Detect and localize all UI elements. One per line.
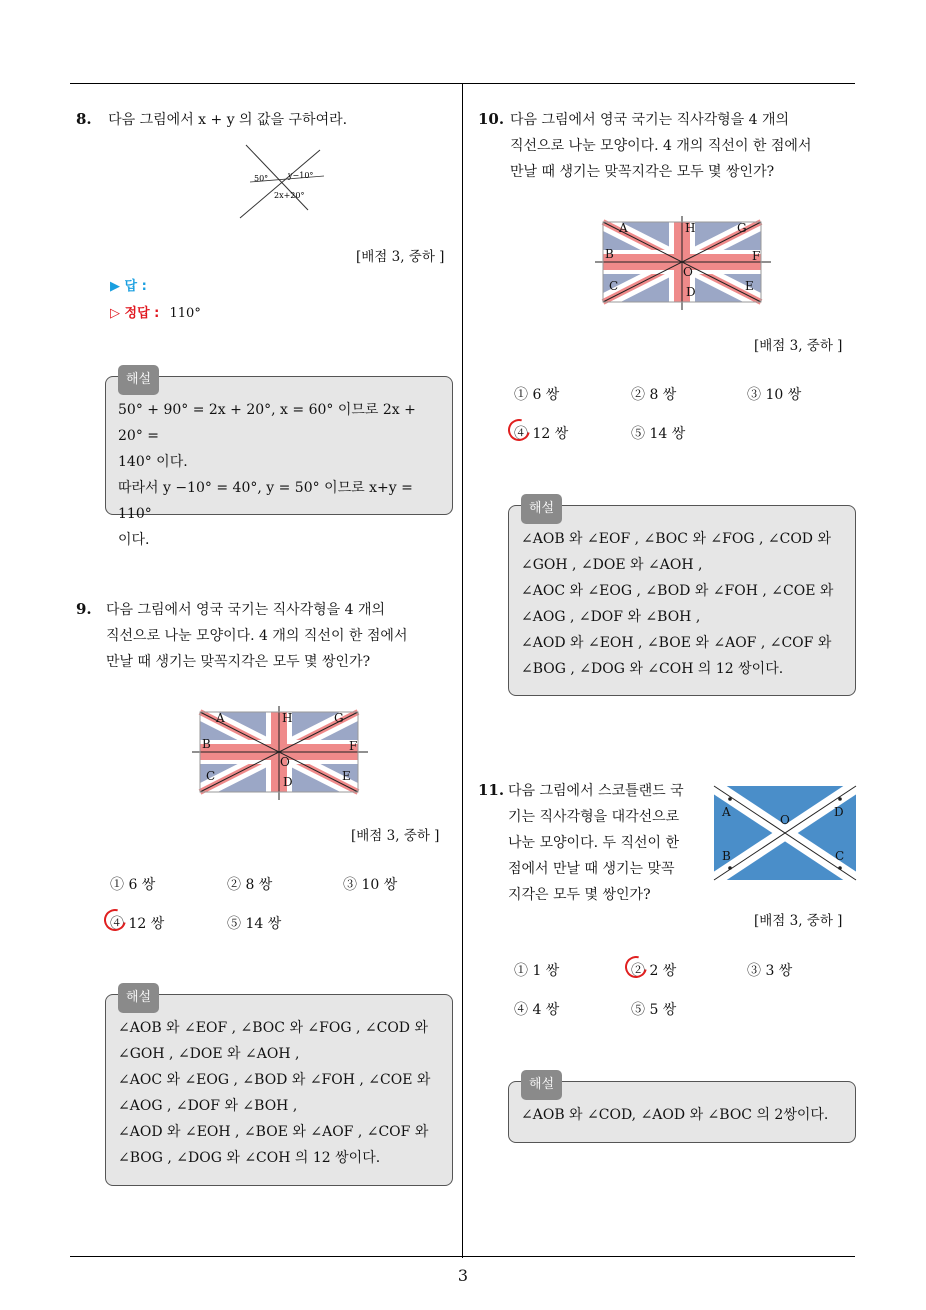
explanation-tag: 해설 (521, 1070, 562, 1100)
question-number: 9. (76, 600, 92, 618)
choice-5[interactable]: ⑤ 14 쌍 (227, 916, 282, 932)
answer-label: ▶ 답 : (110, 279, 147, 294)
explanation-q8 (105, 372, 453, 548)
expl-line: ∠GOH , ∠DOE 와 ∠AOH , (118, 1046, 300, 1062)
choice-4[interactable]: ④ 4 쌍 (514, 1002, 560, 1018)
point-C: C (609, 279, 619, 293)
point-A: A (216, 711, 225, 725)
point-H: H (282, 711, 293, 725)
expl-line: ∠AOG , ∠DOF 와 ∠BOH , (521, 609, 701, 625)
expl-line: ∠AOB 와 ∠COD, ∠AOD 와 ∠BOC 의 2쌍이다. (521, 1107, 829, 1123)
point-D: D (283, 775, 293, 789)
question-line: 기는 직사각형을 대각선으로 (508, 809, 680, 825)
explanation-q11 (508, 1077, 856, 1143)
expl-line: ∠AOB 와 ∠EOF , ∠BOC 와 ∠FOG , ∠COD 와 (118, 1020, 428, 1036)
explanation-tag: 해설 (118, 365, 159, 395)
point-O: O (780, 813, 790, 827)
choice-3[interactable]: ③ 10 쌍 (747, 387, 802, 403)
expl-line: ∠AOD 와 ∠EOH , ∠BOE 와 ∠AOF , ∠COF 와 (521, 635, 832, 651)
question-text: 다음 그림에서 x + y 의 값을 구하여라. (108, 112, 348, 128)
score-q10: [배점 3, 중하 ] (754, 338, 843, 354)
question-line: 다음 그림에서 스코틀랜드 국 (508, 783, 684, 799)
question-line: 지각은 모두 몇 쌍인가? (508, 887, 651, 903)
point-O: O (683, 265, 693, 279)
question-number: 11. (478, 781, 505, 799)
angle-label-2: y−10° (288, 171, 314, 180)
point-E: E (342, 769, 351, 783)
choice-5[interactable]: ⑤ 14 쌍 (631, 426, 686, 442)
union-jack-figure (192, 706, 370, 800)
scotland-flag-figure (712, 784, 860, 884)
choice-4[interactable]: ④ 12 쌍 (110, 916, 165, 932)
point-H: H (685, 221, 696, 235)
choice-5[interactable]: ⑤ 5 쌍 (631, 1002, 677, 1018)
point-A: A (722, 805, 731, 819)
question-9 (76, 596, 456, 675)
score-q11: [배점 3, 중하 ] (754, 913, 843, 929)
question-line: 나눈 모양이다. 두 직선이 한 (508, 835, 680, 851)
union-jack-figure (595, 216, 773, 310)
expl-line: 140° 이다. (118, 454, 188, 470)
question-line: 직선으로 나눈 모양이다. 4 개의 직선이 한 점에서 (106, 628, 408, 644)
correct-label: ▷ 정답 : (110, 306, 160, 321)
point-F: F (349, 739, 358, 753)
expl-line: 50° + 90° = 2x + 20°, x = 60° 이므로 2x + 20° = (118, 402, 416, 444)
choice-1[interactable]: ① 6 쌍 (514, 387, 560, 403)
expl-line: 따라서 y −10° = 40°, y = 50° 이므로 x+y = 110° (118, 480, 413, 522)
question-8 (76, 106, 347, 133)
point-F: F (752, 249, 761, 263)
question-line: 다음 그림에서 영국 국기는 직사각형을 4 개의 (510, 112, 790, 128)
angle-label-3: 2x+20° (274, 191, 305, 200)
choice-2[interactable]: ② 2 쌍 (631, 963, 677, 979)
explanation-q10 (508, 501, 856, 696)
point-B: B (722, 849, 731, 863)
question-10 (478, 106, 858, 185)
choice-2[interactable]: ② 8 쌍 (227, 877, 273, 893)
angle-figure (236, 140, 326, 220)
point-C: C (835, 849, 845, 863)
question-line: 점에서 만날 때 생기는 맞꼭 (508, 861, 675, 877)
question-number: 10. (478, 110, 505, 128)
point-G: G (737, 221, 747, 235)
angle-label-1: 50° (254, 174, 269, 183)
point-O: O (280, 755, 290, 769)
expl-line: ∠BOG , ∠DOG 와 ∠COH 의 12 쌍이다. (521, 661, 784, 677)
choice-1[interactable]: ① 1 쌍 (514, 963, 560, 979)
point-G: G (334, 711, 344, 725)
expl-line: ∠AOB 와 ∠EOF , ∠BOC 와 ∠FOG , ∠COD 와 (521, 531, 831, 547)
explanation-tag: 해설 (521, 494, 562, 524)
page-number: 3 (457, 1266, 469, 1285)
point-B: B (605, 247, 614, 261)
point-E: E (745, 279, 754, 293)
choice-4[interactable]: ④ 12 쌍 (514, 426, 569, 442)
point-C: C (206, 769, 216, 783)
correct-value: 110° (169, 306, 201, 321)
expl-line: ∠AOD 와 ∠EOH , ∠BOE 와 ∠AOF , ∠COF 와 (118, 1124, 429, 1140)
expl-line: 이다. (118, 532, 150, 548)
question-11 (478, 777, 708, 908)
column-divider (462, 83, 463, 1258)
question-line: 만날 때 생기는 맞꼭지각은 모두 몇 쌍인가? (510, 164, 775, 180)
expl-line: ∠AOC 와 ∠EOG , ∠BOD 와 ∠FOH , ∠COE 와 (118, 1072, 431, 1088)
expl-line: ∠AOC 와 ∠EOG , ∠BOD 와 ∠FOH , ∠COE 와 (521, 583, 834, 599)
expl-line: ∠GOH , ∠DOE 와 ∠AOH , (521, 557, 703, 573)
question-number: 8. (76, 110, 92, 128)
question-line: 직선으로 나눈 모양이다. 4 개의 직선이 한 점에서 (510, 138, 812, 154)
correct-answer-row (110, 302, 201, 321)
question-line: 만날 때 생기는 맞꼭지각은 모두 몇 쌍인가? (106, 654, 371, 670)
expl-line: ∠BOG , ∠DOG 와 ∠COH 의 12 쌍이다. (118, 1150, 381, 1166)
expl-line: ∠AOG , ∠DOF 와 ∠BOH , (118, 1098, 298, 1114)
explanation-q9 (105, 990, 453, 1186)
point-A: A (619, 221, 628, 235)
question-line: 다음 그림에서 영국 국기는 직사각형을 4 개의 (106, 602, 386, 618)
score-q8: [배점 3, 중하 ] (356, 249, 445, 265)
score-q9: [배점 3, 중하 ] (351, 828, 440, 844)
explanation-tag: 해설 (118, 983, 159, 1013)
choice-1[interactable]: ① 6 쌍 (110, 877, 156, 893)
choice-2[interactable]: ② 8 쌍 (631, 387, 677, 403)
choice-3[interactable]: ③ 10 쌍 (343, 877, 398, 893)
point-D: D (834, 805, 844, 819)
point-B: B (202, 737, 211, 751)
point-D: D (686, 285, 696, 299)
choice-3[interactable]: ③ 3 쌍 (747, 963, 793, 979)
